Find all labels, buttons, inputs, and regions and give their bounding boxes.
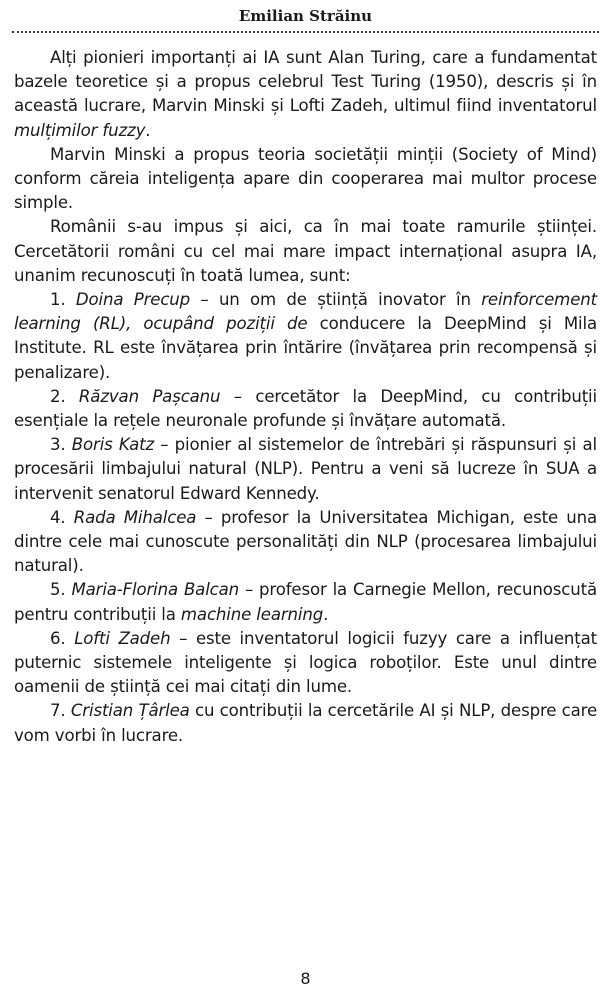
- emphasis-text: machine learning: [180, 604, 324, 624]
- researcher-name: Cristian Țârlea: [70, 701, 190, 721]
- running-header: Emilian Străinu: [238, 7, 373, 25]
- list-item: [14, 288, 597, 385]
- list-text: – un om de știință inovator în: [190, 290, 482, 310]
- list-text: – profesor la Carnegie Mellon, recunoscută pentru contribuții la: [14, 580, 597, 624]
- list-text: – profesor la Universitatea Michigan, este una dintre cele mai cunoscute personalități din NLP (procesarea limbajului natural).: [14, 507, 597, 576]
- emphasis-text: reinforcement learning (RL), ocupând poziții de: [14, 290, 597, 334]
- list-item: [14, 506, 597, 579]
- header-dotted-rule: [12, 31, 599, 33]
- page-body: [14, 46, 597, 748]
- list-number: 7.: [50, 701, 71, 721]
- paragraph-text: Alți pionieri importanți ai IA sunt Alan Turing, care a fundamentat bazele teoretice și a propus celebrul Test Turing (1950), descris și în această lucrare, Marvin Minski și Lofti Zadeh, ultimul fiind inventatorul: [14, 48, 597, 116]
- researcher-name: Maria-Florina Balcan: [71, 580, 240, 600]
- list-text: – pionier al sistemelor de întrebări și răspunsuri și al procesării limbajului natural (NLP). Pentru a veni să lucreze în SUA a intervenit senatorul Edward Kennedy.: [14, 435, 597, 503]
- paragraph-pioneers: [14, 46, 597, 143]
- page-number: 8: [300, 969, 311, 988]
- list-number: 5.: [50, 580, 72, 600]
- researcher-name: Boris Katz: [71, 435, 154, 455]
- list-number: 6.: [50, 628, 75, 648]
- list-number: 2.: [50, 386, 79, 406]
- list-item: [14, 627, 597, 700]
- list-item: [14, 433, 597, 506]
- list-item: [14, 699, 597, 747]
- researcher-name: Rada Mihalcea: [73, 507, 197, 527]
- list-item: [14, 385, 597, 433]
- paragraph-text: .: [145, 120, 151, 140]
- list-number: 3.: [50, 435, 72, 455]
- paragraph-romanians: Românii s-au impus și aici, ca în mai toate ramurile științei. Cercetătorii români cu cel mai mare impact internațional asupra IA, unanim recunoscuți în toată lumea, sunt:: [14, 217, 597, 285]
- researcher-name: Răzvan Pașcanu: [78, 386, 221, 406]
- list-number: 1.: [50, 290, 76, 310]
- researcher-name: Lofti Zadeh: [74, 628, 171, 648]
- list-text: – cercetător la DeepMind, cu contribuții esențiale la rețele neuronale profunde și învățare automată.: [14, 386, 597, 431]
- list-item: [14, 578, 597, 626]
- list-text: cu contribuții la cercetările AI și NLP, despre care vom vorbi în lucrare.: [14, 701, 597, 745]
- paragraph-minski: Marvin Minski a propus teoria societății minții (Society of Mind) conform căreia inteligența apare din cooperarea mai multor procese simple.: [14, 144, 597, 213]
- list-text: .: [323, 604, 329, 624]
- list-text: conducere la DeepMind și Mila Institute. RL este învățarea prin întărire (învățarea prin recompensă și penalizare).: [14, 314, 597, 382]
- emphasis-text: mulțimilor fuzzy: [14, 120, 146, 140]
- list-number: 4.: [50, 507, 74, 527]
- list-text: – este inventatorul logicii fuzyy care a influențat puternic sistemele inteligente și logica roboților. Este unul dintre oamenii de știință cei mai citați din lume.: [14, 628, 597, 697]
- researcher-name: Doina Precup: [75, 290, 191, 310]
